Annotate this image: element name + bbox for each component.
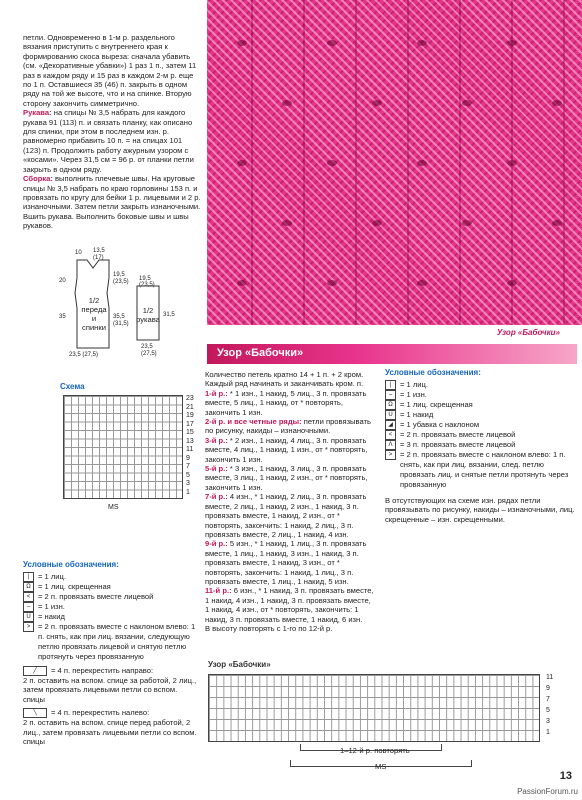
cable-right-text: 2 п. оставить на вспом. спице за работой, 2 лиц., затем провязать лицевыми петли со вспом. спицы [23, 676, 197, 704]
ssk-icon: > [23, 622, 34, 632]
dim-label: (23,5) [139, 282, 155, 288]
k3tog-icon: Λ [385, 440, 396, 450]
dim-label: 13,5 [93, 248, 105, 254]
row-number: 5 [186, 471, 190, 479]
dim-label: (17) [93, 255, 104, 261]
left-column-text [23, 33, 201, 231]
legend-right [385, 368, 575, 524]
sleeves-paragraph [23, 108, 201, 174]
k2tog-icon: < [23, 592, 34, 602]
section-banner [207, 344, 577, 364]
legend-item: – = 1 изн. [385, 390, 575, 400]
decrease-icon: ◢ [385, 420, 396, 430]
legend-item: U = накид [23, 612, 201, 622]
bottom-chart-grid [208, 674, 540, 742]
legend-item: Λ = 3 п. провязать вместе лицевой [385, 440, 575, 450]
row-number: 15 [186, 429, 194, 436]
dim-label: 31,5 [163, 312, 175, 318]
dim-label: (27,5) [141, 351, 157, 357]
bottom-chart-title: Узор «Бабочки» [208, 660, 271, 669]
instructions-intro: Количество петель кратно 14 + 1 п. + 2 кром. Каждый ряд начинать и заканчивать кром. п. [205, 370, 364, 389]
instruction-row: 7-й р.: 4 изн., * 1 накид, 2 лиц., 3 п. провязать вместе, 2 лиц., 1 накид, 2 изн., 1 накид, 3 п. провязать вместе, 1 накид, 2 изн., от * повторять, закончить: 1 накид, 2 лиц., 3 п. провязать вместе, 2 лиц., 1 накид, 4 изн. [205, 492, 367, 539]
scheme-title: Схема [60, 382, 85, 391]
row-number: 7 [186, 463, 190, 470]
dim-label: 20 [59, 278, 66, 284]
row-number: 21 [186, 403, 194, 411]
purl-icon: – [23, 602, 34, 612]
row-number: 17 [186, 420, 194, 428]
assembly-text: выполнить плечевые швы. На круговые спицы № 3,5 набрать по краю горловины 153 п. и провязать по кругу для бейки 1 р. лицевыми и 2 р. изнаночными. Затем петли закрыть изнаночными. Вшить рукава. Выполнить боковые швы и швы рукавов. [23, 174, 201, 231]
sleeves-text: на спицы № 3,5 набрать для каждого рукава 91 (113) п. и связать планку, как описано для спинки, при этом в последнем изн. р. равномерно прибавить 10 п. = на спицах 101 (123) п. Продолжить работу ажурным узором с «косами». Через 31,5 см = 96 р. от планки петли закрыть в одном ряду. [23, 108, 194, 174]
legend-item: ╲ = 4 п. перекрестить налево: [23, 708, 201, 718]
site-watermark: PassionForum.ru [517, 787, 578, 796]
front-back-label: 1/2 переда и спинки [81, 296, 107, 332]
knitting-photo [207, 0, 582, 325]
cable-left-text: 2 п. оставить на вспом. спице перед работой, 2 лиц., затем провязать лицевыми петли со вспом. спицы [23, 718, 197, 747]
dim-label: 35,5 [113, 314, 125, 320]
row-number: 1 [546, 729, 550, 736]
legend-item: < = 2 п. провязать вместе лицевой [385, 430, 575, 440]
legend-item: | = 1 лиц. [385, 380, 575, 390]
dim-label: 23,5 [141, 344, 153, 350]
sleeves-label: Рукава: [23, 108, 52, 118]
legend-item: ◢ = 1 убавка с наклоном [385, 420, 575, 430]
bottom-ms-label: MS [375, 762, 387, 771]
twisted-knit-icon: Ω [23, 582, 34, 592]
legend-item: > = 2 п. провязать вместе с наклоном влево: 1 п. снять, как при лиц. вязании, следующую петлю провязать лицевой и снятую петлю протянуть через провязанную [23, 622, 201, 662]
row-number: 13 [186, 437, 194, 445]
scheme-grid [63, 395, 183, 499]
yarn-over-icon: U [23, 612, 34, 622]
garment-pattern-diagram [55, 248, 205, 373]
instructions [205, 370, 377, 633]
legend-left-title: Условные обозначения: [23, 560, 119, 569]
purl-icon: – [385, 390, 396, 400]
dim-label: 19,5 [139, 276, 151, 282]
twisted-knit-icon: Ω [385, 400, 396, 410]
row-number: 1 [186, 488, 190, 496]
dim-label: 23,5 (27,5) [69, 352, 99, 358]
row-number: 3 [546, 718, 550, 725]
row-number: 3 [186, 480, 190, 487]
legend-item: < = 2 п. провязать вместе лицевой [23, 592, 201, 602]
instruction-row: В высоту повторять с 1-го по 12-й р. [205, 623, 333, 633]
assembly-label: Сборка: [23, 174, 53, 184]
knit-icon: | [385, 380, 396, 390]
k2tog-icon: < [385, 430, 396, 440]
legend-item: ╱ = 4 п. перекрестить направо: [23, 666, 201, 676]
instruction-row: 11-й р.: 6 изн., * 1 накид, 3 п. провязать вместе, 1 накид, 4 изн., 1 накид, 3 п. провязать вместе, 1 накид, 4 изн., от * повторять, закончить: 1 накид, 3 п. провязать вместе, 1 накид, 6 изн. [205, 586, 374, 624]
legend-item: – = 1 изн. [23, 602, 201, 612]
legend-right-title: Условные обозначения: [385, 368, 481, 377]
row-number: 23 [186, 395, 194, 402]
photo-caption: Узор «Бабочки» [496, 328, 560, 337]
page-number: 13 [559, 770, 572, 782]
legend-item: Ω = 1 лиц. скрещенная [385, 400, 575, 410]
repeat-label: 1–12-й р. повторять [340, 746, 410, 755]
dim-label: (23,5) [113, 279, 129, 285]
legend-left [23, 560, 201, 746]
instruction-row: 2-й р. и все четные ряды: петли провязывать по рисунку, накиды – изнаночными. [205, 417, 371, 436]
ssk-icon: > [385, 450, 396, 460]
legend-item: Ω = 1 лиц. скрещенная [23, 582, 201, 592]
instruction-row: 3-й р.: * 2 изн., 1 накид, 4 лиц., 3 п. провязать вместе, 4 лиц., 1 накид, 1 изн., от * повторять, закончить 1 изн. [205, 435, 368, 464]
legend-item: > = 2 п. провязать вместе с наклоном влево: 1 п. снять, как при лиц. вязании, след. петлю провязать лиц. и снятые петли протянуть через провязанную [385, 450, 575, 490]
cable-right-icon: ╱ [23, 666, 47, 676]
yarn-over-icon: U [385, 410, 396, 420]
knit-icon: | [23, 572, 34, 582]
row-number: 9 [546, 685, 550, 692]
row-number: 5 [546, 707, 550, 714]
row-number: 7 [546, 696, 550, 703]
dim-label: 19,5 [113, 272, 125, 278]
cable-left-icon: ╲ [23, 708, 47, 718]
intro-paragraph: петли. Одновременно в 1-м р. раздельного вязания приступить с внутреннего края к формированию скоса выреза: сначала убавить (см. «Декоративные убавки») 1 раз 1 п., затем 11 раз в каждом ряду и 15 раз в каждом 2-м р. еще по 1 п. Оставшиеся 35 (46) п. закрыть в одном ряду на той же высоте, что и на спинке. Вторую сторону закончить симметрично. [23, 33, 197, 108]
dim-label: (31,5) [113, 321, 129, 327]
instruction-row: 1-й р.: * 1 изн., 1 накид, 5 лиц., 3 п. провязать вместе, 5 лиц., 1 накид, от * повторять, закончить 1 изн. [205, 388, 367, 417]
sleeve-label: 1/2 рукава [136, 306, 160, 324]
instruction-row: 9-й р.: 5 изн., * 1 накид, 1 лиц., 3 п. провязать вместе, 1 лиц., 1 накид, 3 изн., 1 накид, 3 п. провязать вместе, 1 накид, 3 изн., от * повторять, закончить: 1 накид, 1 лиц., 3 п. провязать вместе, 1 лиц., 1 накид, 5 изн. [205, 539, 367, 586]
assembly-paragraph [23, 174, 201, 230]
instruction-row: 5-й р.: * 3 изн., 1 накид, 3 лиц., 3 п. провязать вместе, 3 лиц., 1 накид, 2 изн., от * повторять, закончить 1 изн. [205, 464, 368, 492]
row-number: 11 [546, 674, 554, 681]
row-number: 11 [186, 446, 194, 453]
legend-item: | = 1 лиц. [23, 572, 201, 582]
row-number: 19 [186, 412, 194, 419]
row-number: 9 [186, 454, 190, 462]
banner-title: Узор «Бабочки» [217, 347, 304, 359]
dim-label: 10 [75, 250, 82, 256]
legend-item: U = 1 накид [385, 410, 575, 420]
dim-label: 35 [59, 314, 66, 320]
legend-note: В отсутствующих на схеме изн. рядах петли провязывать по рисунку, накиды – изнаночными, лиц. скрещенные – изн. скрещенными. [385, 496, 575, 524]
scheme-ms-label: MS [108, 504, 119, 511]
